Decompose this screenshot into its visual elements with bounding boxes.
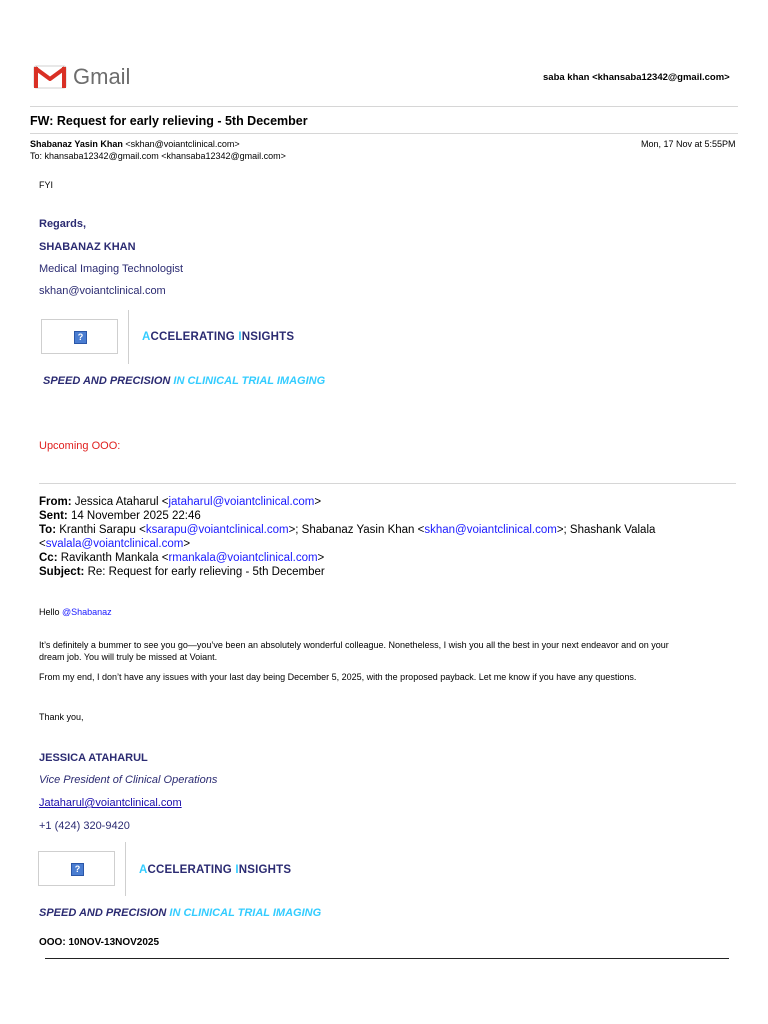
quoted-to-email-2[interactable]: skhan@voiantclinical.com: [424, 524, 557, 536]
sig2-name: JESSICA ATAHARUL: [39, 752, 148, 764]
sig1-logo-placeholder: [41, 319, 118, 354]
quoted-to: To: Kranthi Sarapu <ksarapu@voiantclinical.com>; Shabanaz Yasin Khan <skhan@voiantclinical.com>; Shashank Valala: [39, 524, 656, 536]
divider-top: [30, 106, 738, 107]
sig2-email[interactable]: Jataharul@voiantclinical.com: [39, 797, 182, 809]
message-para1-line2: dream job. You will truly be missed at Voiant.: [39, 652, 218, 662]
account-label: saba khan <khansaba12342@gmail.com>: [543, 72, 730, 83]
message-greeting: Hello @Shabanaz: [39, 607, 112, 617]
sig1-email[interactable]: skhan@voiantclinical.com: [39, 285, 166, 297]
recipient-line: To: khansaba12342@gmail.com <khansaba12342@gmail.com>: [30, 151, 286, 161]
quoted-sent: Sent: 14 November 2025 22:46: [39, 510, 201, 522]
quoted-from: From: Jessica Ataharul <jataharul@voiantclinical.com>: [39, 496, 322, 508]
sig2-separator: [125, 842, 126, 896]
sig1-separator: [128, 310, 129, 364]
divider-bottom: [45, 958, 729, 959]
message-para2: From my end, I don’t have any issues with your last day being December 5, 2025, with the proposed payback. Let me know if you have any questions.: [39, 672, 637, 682]
broken-image-icon: ?: [74, 331, 87, 344]
sig2-logo-placeholder: [38, 851, 115, 886]
sig1-tagline: ACCELERATING INSIGHTS: [142, 331, 295, 343]
email-subject: FW: Request for early relieving - 5th December: [30, 114, 308, 128]
email-date: Mon, 17 Nov at 5:55PM: [641, 139, 736, 149]
sig1-title: Medical Imaging Technologist: [39, 263, 184, 275]
divider-quoted: [39, 483, 736, 484]
sig2-slogan: SPEED AND PRECISION IN CLINICAL TRIAL IMAGING: [39, 907, 322, 919]
quoted-cc-email[interactable]: rmankala@voiantclinical.com: [168, 552, 318, 564]
sig1-name: SHABANAZ KHAN: [39, 241, 136, 253]
quoted-cc: Cc: Ravikanth Mankala <rmankala@voiantclinical.com>: [39, 552, 325, 564]
sig2-ooo: OOO: 10NOV-13NOV2025: [39, 937, 160, 948]
message-para1-line1: It’s definitely a bummer to see you go—you’ve been an absolutely wonderful colleague. Nonetheless, I wish you all the best in your next endeavor and on your: [39, 640, 669, 650]
sig1-regards: Regards,: [39, 218, 87, 230]
quoted-to-email-3[interactable]: svalala@voiantclinical.com: [45, 538, 184, 550]
forward-note: FYI: [39, 180, 54, 190]
sig2-title: Vice President of Clinical Operations: [39, 774, 218, 786]
sig2-phone: +1 (424) 320-9420: [39, 820, 130, 832]
quoted-from-email[interactable]: jataharul@voiantclinical.com: [168, 496, 315, 508]
sig2-tagline: ACCELERATING INSIGHTS: [139, 864, 292, 876]
sender-line: [30, 139, 240, 149]
broken-image-icon-2: ?: [71, 863, 84, 876]
quoted-subject: Subject: Re: Request for early relieving - 5th December: [39, 566, 325, 578]
sender-email: <skhan@voiantclinical.com>: [125, 139, 240, 149]
divider-subject: [30, 133, 738, 134]
gmail-logo: [33, 64, 130, 90]
gmail-wordmark: Gmail: [73, 64, 131, 89]
mention-link[interactable]: @Shabanaz: [62, 607, 112, 617]
sig1-upcoming-ooo: Upcoming OOO:: [39, 440, 121, 452]
gmail-envelope-icon: [33, 64, 67, 90]
sender-name: Shabanaz Yasin Khan: [30, 139, 123, 149]
quoted-to-email-1[interactable]: ksarapu@voiantclinical.com: [145, 524, 289, 536]
quoted-to-cont: <svalala@voiantclinical.com>: [39, 538, 191, 550]
sig1-slogan: SPEED AND PRECISION IN CLINICAL TRIAL IMAGING: [43, 375, 326, 387]
message-thanks: Thank you,: [39, 712, 84, 722]
